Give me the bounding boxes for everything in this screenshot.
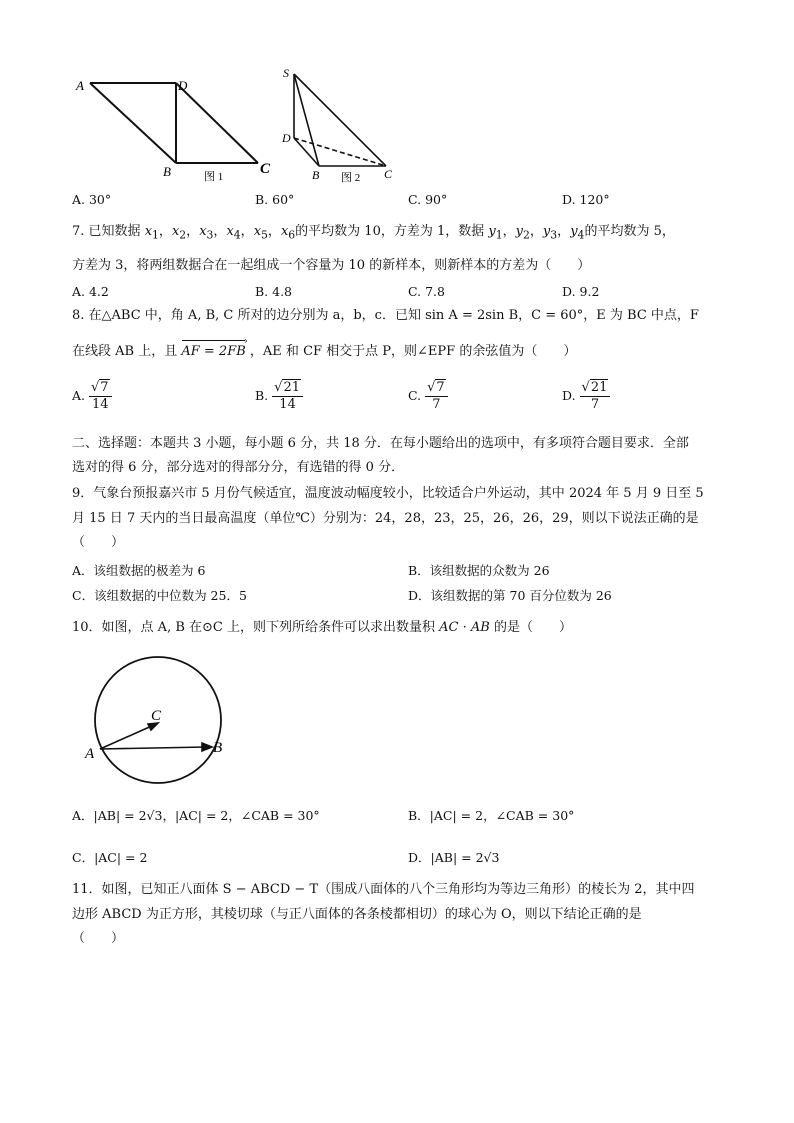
q11-line-1: 11．如图，已知正八面体 S − ABCD − T（围成八面体的八个三角形均为等边三角形）的棱长为 2，其中四	[72, 882, 695, 897]
fig1-caption: 图 1	[204, 171, 224, 183]
q10-text-a: 10．如图，点 A, B 在⊙C 上，则下列所给条件可以求出数量积	[72, 620, 435, 635]
q11-line-3: （ ）	[72, 931, 125, 946]
q10-text-c: 的是（ ）	[493, 620, 572, 635]
q9-option-a: A．该组数据的极差为 6	[72, 563, 206, 578]
q10-fig-label-b: B	[213, 740, 223, 756]
q9-line-1: 9．气象台预报嘉兴市 5 月份气候适宜，温度波动幅度较小，比较适合户外运动，其中 2024 年 5 月 9 日至 5	[72, 486, 704, 501]
q9-line-2: 月 15 日 7 天内的当日最高温度（单位℃）分别为：24，28，23，25，26，26，29，则以下说法正确的是	[72, 511, 699, 526]
q8-text-c: ，AE 和 CF 相交于点 P，则∠EPF 的余弦值为（ ）	[249, 344, 577, 359]
q10-option-a: A．|AB| = 2√3，|AC| = 2，∠CAB = 30°	[72, 808, 320, 823]
q10-fig-label-a: A	[85, 746, 95, 762]
q7-option-c: C. 7.8	[408, 284, 445, 299]
q10-fig-label-c: C	[151, 708, 162, 724]
q8-text-a: 在线段 AB 上，且	[72, 344, 178, 359]
q8-option-b: B. $\frac{√21}{14}$	[255, 380, 303, 413]
q6-option-c: C. 90°	[408, 192, 448, 207]
q8-line-2	[72, 342, 732, 362]
fig2-label-b: B	[312, 168, 320, 182]
q9-option-d: D．该组数据的第 70 百分位数为 26	[408, 588, 612, 603]
q8-option-c: C. $\frac{√7}{7}$	[408, 380, 448, 413]
fig2-label-s: S	[283, 66, 289, 80]
q8-vector-eq: AF = 2FB ›	[181, 342, 245, 362]
figure-1	[70, 68, 280, 186]
q7-text-a: 7. 已知数据	[72, 224, 141, 239]
fig1-label-c: C	[260, 161, 271, 177]
q8-option-a: A. $\frac{√7}{14}$	[72, 380, 112, 413]
figure-2	[278, 62, 408, 186]
q7-text-c: 的平均数为 5，	[584, 224, 675, 239]
section2-line-2: 选对的得 6 分，部分选对的得部分分，有选错的得 0 分．	[72, 460, 405, 475]
fig2-label-c: C	[384, 167, 393, 181]
section2-line-1: 二、选择题：本题共 3 小题，每小题 6 分，共 18 分．在每小题给出的选项中，有多项符合题目要求．全部	[72, 436, 689, 451]
q7-option-a: A. 4.2	[72, 284, 109, 299]
q6-option-b: B. 60°	[255, 192, 295, 207]
q10-option-d: D．|AB| = 2√3	[408, 850, 500, 865]
fig1-label-d: D	[178, 78, 188, 93]
fig1-label-b: B	[163, 164, 171, 179]
q11-line-2: 边形 ABCD 为正方形，其棱切球（与正八面体的各条棱都相切）的球心为 O，则以下结论正确的是	[72, 907, 642, 922]
q6-option-a: A. 30°	[72, 192, 112, 207]
q8-line-1: 8. 在△ABC 中，角 A, B, C 所对的边分别为 a，b，c．已知 sin A = 2sin B，C = 60°，E 为 BC 中点，F	[72, 308, 699, 323]
q7-option-b: B. 4.8	[255, 284, 293, 299]
fig1-label-a: A	[76, 78, 84, 93]
q10-figure	[78, 655, 238, 790]
q9-line-3: （ ）	[72, 535, 125, 550]
q7-line-1: 7. 已知数据 $x_1$，$x_2$，$x_3$，$x_4$，$x_5$，$x_6$的平均数为 10，方差为 1，数据 $y_1$，$y_2$，$y_3$，$y_4$的平均数为 5，	[72, 224, 675, 242]
q6-option-d: D. 120°	[562, 192, 610, 207]
q8-option-d: D. $\frac{√21}{7}$	[562, 380, 610, 413]
fig2-caption: 图 2	[341, 172, 361, 184]
q9-option-c: C．该组数据的中位数为 25．5	[72, 588, 247, 603]
q7-line-2: 方差为 3，将两组数据合在一起组成一个容量为 10 的新样本，则新样本的方差为（ ）	[72, 258, 591, 273]
q9-option-b: B．该组数据的众数为 26	[408, 563, 550, 578]
q10-option-c: C．|AC| = 2	[72, 850, 148, 865]
fig2-label-d: D	[282, 131, 291, 145]
q7-text-b: 的平均数为 10，方差为 1，数据	[295, 224, 485, 239]
q7-option-d: D. 9.2	[562, 284, 600, 299]
q10-dot-product: AC · AB	[439, 620, 490, 635]
q10-line-1	[72, 618, 732, 638]
q10-option-b: B．|AC| = 2，∠CAB = 30°	[408, 808, 575, 823]
